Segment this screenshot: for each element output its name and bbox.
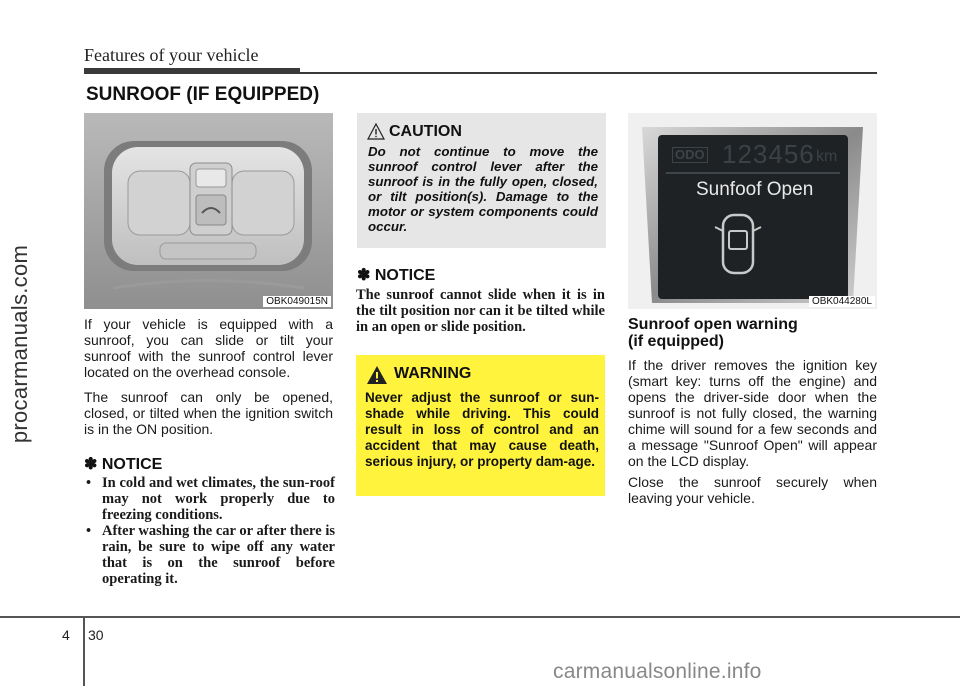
warning-heading-line1: Sunroof open warning — [628, 316, 798, 333]
warning-heading — [628, 316, 798, 350]
footer-rule — [0, 616, 960, 618]
odo-label: ODO — [672, 147, 708, 163]
caution-body: Do not continue to move the sunroof control lever after the sunroof is in the fully open, closed, or tilt position(s). Damage to the motor or system components could occur. — [368, 144, 598, 234]
bullet-icon: • — [86, 475, 92, 491]
caution-title: CAUTION — [389, 123, 462, 140]
chapter-number: 4 — [62, 627, 70, 643]
notice-symbol: ✽ — [357, 267, 371, 284]
caution-triangle-icon — [367, 123, 385, 140]
sidebar-watermark — [0, 0, 40, 689]
photo-caption: OBK044280L — [809, 296, 875, 307]
bullet-text: In cold and wet climates, the sun-roof may not work properly due to freezing conditions. — [102, 475, 335, 523]
notice-heading-text: NOTICE — [101, 456, 163, 473]
bullet-text: After washing the car or after there is rain, be sure to wipe off any water that is on the sunroof before operating it. — [102, 523, 335, 587]
notice-symbol: ✽ — [84, 456, 98, 473]
cluster-display-photo — [628, 113, 877, 309]
section-title: SUNROOF (IF EQUIPPED) — [86, 84, 320, 105]
close-sunroof-paragraph: Close the sunroof securely when leaving your vehicle. — [628, 474, 877, 506]
footer-watermark: carmanualsonline.info — [553, 660, 762, 683]
page-header-title: Features of your vehicle — [84, 45, 259, 65]
notice-heading-2 — [357, 265, 435, 285]
warning-triangle-icon — [366, 365, 388, 385]
overhead-console-photo — [84, 113, 333, 309]
overhead-console-illustration — [84, 113, 333, 309]
warning-title: WARNING — [394, 365, 472, 382]
warning-heading-line2: (if equipped) — [628, 333, 724, 350]
odo-value: 123456 — [722, 139, 815, 169]
ignition-paragraph: The sunroof can only be opened, closed, or tilted when the ignition switch is in the ON position. — [84, 389, 333, 437]
intro-paragraph: If your vehicle is equipped with a sunroof, you can slide or tilt your sunroof with the sunroof control lever located on the overhead console. — [84, 316, 333, 380]
notice-heading — [84, 454, 162, 474]
list-item — [86, 475, 335, 523]
lcd-message: Sunfoof Open — [696, 179, 814, 200]
photo-caption: OBK049015N — [263, 296, 331, 307]
header-accent-bar — [84, 68, 300, 74]
sidebar-watermark-text: procarmanuals.com — [7, 244, 32, 444]
list-item — [86, 523, 335, 587]
page-number: 30 — [88, 627, 104, 643]
open-warning-paragraph: If the driver removes the ignition key (smart key: turns off the engine) and opens the driver-side door when the sunroof is not fully closed, the warning chime will sound for a few seconds and a message "Sunroof Open" will appear on the LCD display. — [628, 357, 877, 469]
warning-box — [356, 355, 605, 496]
header-rule — [300, 72, 877, 74]
bullet-icon: • — [86, 523, 92, 539]
odo-unit: km — [816, 148, 838, 165]
notice-bullet-list — [86, 475, 335, 587]
warning-body: Never adjust the sunroof or sun-shade while driving. This could result in loss of control and an accident that may cause death, serious injury, or property dam-age. — [365, 390, 599, 469]
footer-divider — [83, 616, 85, 686]
caution-box — [357, 113, 606, 248]
notice-heading-text: NOTICE — [374, 267, 436, 284]
notice-body: The sunroof cannot slide when it is in the tilt position nor can it be tilted while in an open or slide position. — [356, 287, 605, 335]
